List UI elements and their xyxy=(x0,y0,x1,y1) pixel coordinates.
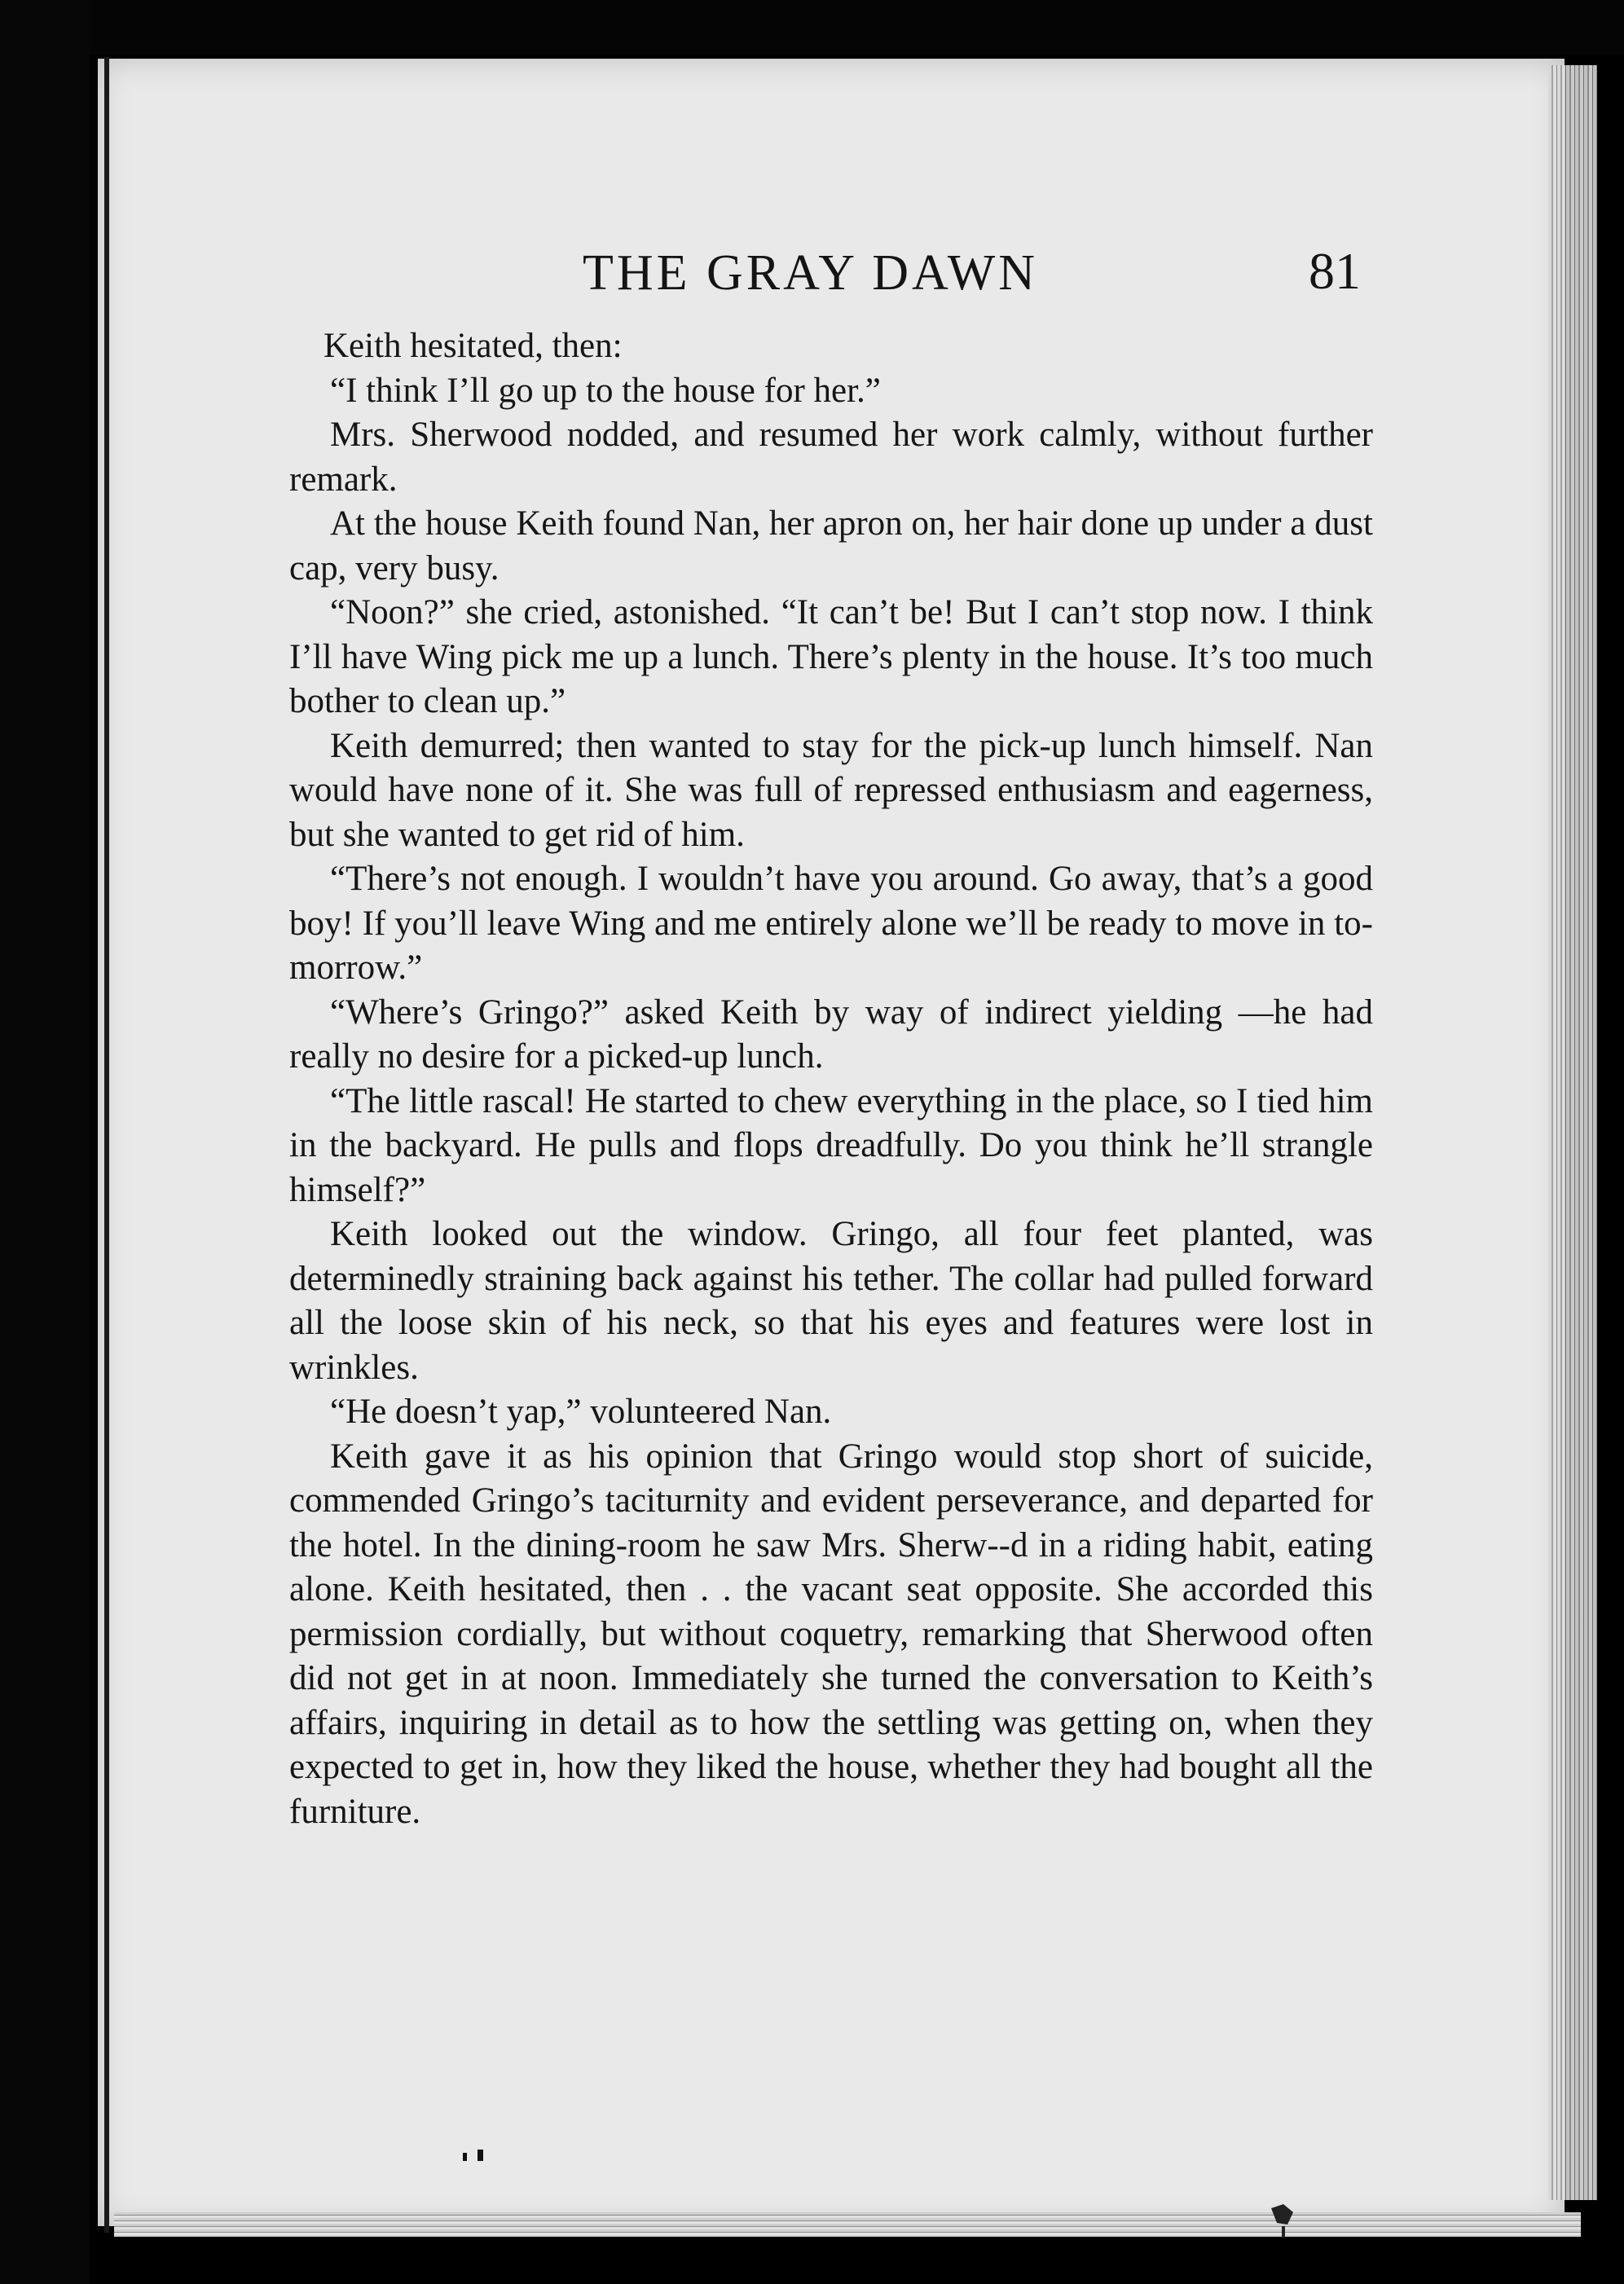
running-title: THE GRAY DAWN xyxy=(583,245,1039,301)
paragraph: “Noon?” she cried, astonished. “It can’t be! But I can’t stop now. I think I’ll have Wing pick me up a lunch. There’s plenty in the house. It’s too much bother to clean up.” xyxy=(289,593,1373,720)
paragraph: Keith gave it as his opinion that Gringo would stop short of suicide, commended Gringo’s taciturnity and evident perseverance, and departed for the hotel. In the dining-room he saw Mrs. Sherw‑‑d in a riding habit, eating alone. Keith hesitated, then . . the vacant seat opposite. She accorded this permission cordially, but without coquetry, remarking that Sherwood often did not get in at noon. Immediately she turned the conversation to Keith’s affairs, inquiring in detail as to how the settling was getting on, when they expected to get in, how they liked the house, whether they had bought all the furniture. xyxy=(289,1437,1373,1831)
paragraph: “Where’s Gringo?” asked Keith by way of indirect yielding —he had really no desire for a picked-up lunch. xyxy=(289,992,1373,1076)
page-header xyxy=(277,244,1361,310)
paragraph: “The little rascal! He started to chew everything in the place, so I tied him in the backyard. He pulls and flops dreadfully. Do you think he’ll strangle himself?” xyxy=(289,1081,1373,1209)
page-gutter-edge xyxy=(104,57,109,2233)
body-text xyxy=(289,324,1373,1834)
page-stack-right-edge xyxy=(1548,65,1597,2200)
paragraph: “There’s not enough. I wouldn’t have you around. Go away, that’s a good boy! If you’ll leave Wing and me entirely alone we’ll be ready to move in to-morrow.” xyxy=(289,860,1373,987)
paragraph: Mrs. Sherwood nodded, and resumed her work calmly, without further remark. xyxy=(289,416,1373,499)
paragraph: “He doesn’t yap,” volunteered Nan. xyxy=(330,1393,832,1431)
scan-left-border xyxy=(0,0,90,2284)
page-number: 81 xyxy=(1309,242,1361,300)
paragraph: At the house Keith found Nan, her apron on, her hair done up under a dust cap, very busy. xyxy=(289,504,1373,588)
paragraph: Keith demurred; then wanted to stay for the pick-up lunch himself. Nan would have none of it. She was full of repressed enthusiasm and eagerness, but she wanted to get rid of him. xyxy=(289,726,1373,854)
scan-top-border xyxy=(0,0,1624,55)
paragraph: “I think I’ll go up to the house for her.” xyxy=(330,371,881,410)
paragraph: Keith hesitated, then: xyxy=(323,327,623,365)
paragraph: Keith looked out the window. Gringo, all four feet planted, was determinedly straining back against his tether. The collar had pulled forward all the loose skin of his neck, so that his eyes and features were lost in wrinkles. xyxy=(289,1215,1373,1387)
page-stack-bottom-edge xyxy=(114,2212,1581,2237)
scan-speck-mark xyxy=(1267,2200,1300,2241)
scan-speck-marks xyxy=(456,2143,522,2167)
